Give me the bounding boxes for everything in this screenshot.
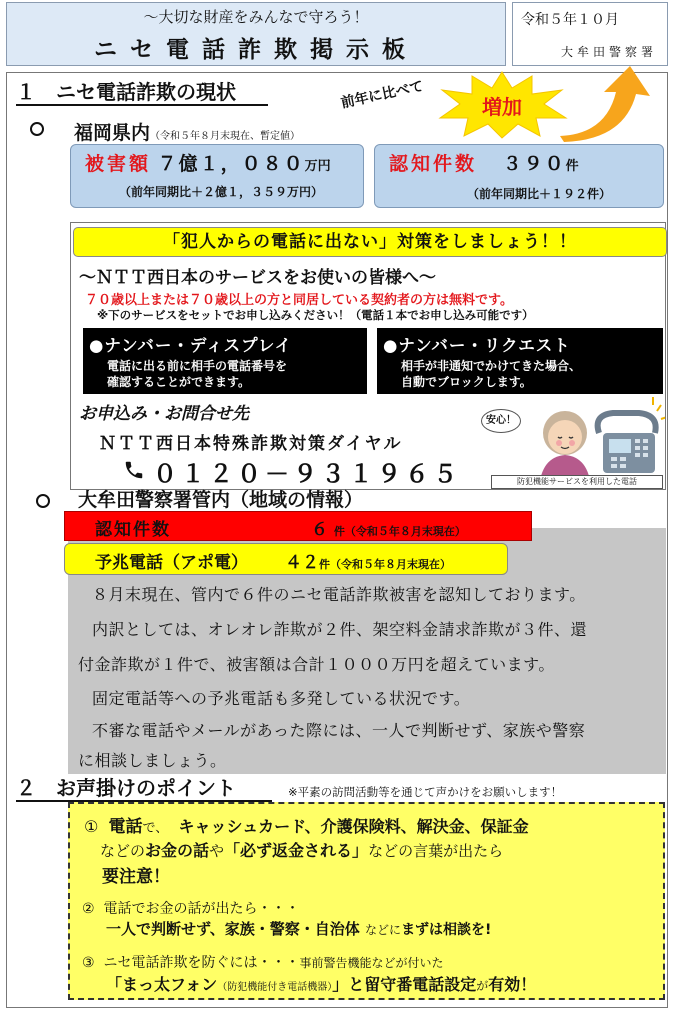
service-desc [107, 358, 287, 390]
header-subtitle: ～大切な財産をみんなで守ろう！ [143, 8, 369, 26]
point-text: 事前警告機能などが付いた [299, 956, 444, 970]
point-keyword: 電話 [108, 817, 143, 837]
point-keyword: 一人で判断せず、家族・警察・自治体 [106, 920, 360, 938]
service-number-request [377, 328, 663, 394]
phone-icon [123, 459, 145, 481]
header-info-box [512, 2, 668, 66]
omuta-count-label: 認知件数 [95, 520, 171, 540]
omuta-body-line: 固定電話等への予兆電話も多発している状況です。 [92, 689, 471, 708]
police-station: 大牟田警察署 [560, 45, 657, 59]
page-title: ニセ電話詐欺掲示板 [94, 37, 418, 63]
point-text: 電話でお金の話が出たら・・・ [103, 901, 300, 917]
point-2-line2 [106, 918, 491, 939]
ntt-banner: 「犯人からの電話に出ない」対策をしましょう！！ [73, 227, 667, 257]
point-text: で、 [142, 821, 169, 836]
point-2-line1 [82, 898, 299, 918]
point-text: （防犯機能付き電話機器） [217, 982, 333, 993]
omuta-count-unit: 件 [333, 525, 345, 538]
omuta-body-line: 不審な電話やメールがあった際には、一人で判断せず、家族や警察 [92, 721, 586, 740]
point-text: や [209, 842, 225, 860]
service-desc [401, 358, 581, 390]
ntt-service-box [70, 222, 666, 490]
point-1-line1 [84, 812, 529, 837]
point-number: ③ [82, 955, 95, 971]
omuta-call-value: ４２ [285, 553, 319, 573]
ntt-set-note: ※下のサービスをセットでお申し込みください！（電話１本でお申し込み可能です） [97, 308, 534, 322]
section1-heading: １ ニセ電話詐欺の現状 [16, 80, 268, 106]
damage-unit: 万円 [304, 159, 331, 174]
omuta-body-line: ８月末現在、管内で６件のニセ電話詐欺被害を認知しております。 [92, 585, 586, 604]
omuta-body-line: 付金詐欺が１件で、被害額は合計１０００万円を超えています。 [78, 655, 555, 674]
count-stat-main [389, 149, 579, 176]
point-text: などの [100, 842, 146, 860]
service-desc-line: 相手が非通知でかけてきた場合、 [401, 359, 582, 373]
apply-label: お申込み・お問合せ先 [79, 404, 249, 424]
point-keyword: 「必ず返金される」 [224, 841, 369, 860]
count-stat-box [374, 144, 664, 208]
omuta-body-line: 内訳としては、オレオレ詐欺が２件、架空料金請求詐欺が３件、還 [92, 620, 588, 639]
omuta-count-stat [311, 515, 466, 540]
count-label: 認知件数 [389, 153, 478, 175]
fukuoka-title: 福岡県内 [74, 122, 151, 144]
omuta-call-unit: 件 [319, 558, 330, 571]
point-number: ① [84, 817, 99, 836]
page-header [0, 0, 673, 68]
count-sub: （前年同期比＋１９２件） [467, 187, 612, 201]
count-unit: 件 [565, 159, 579, 174]
point-1-warning: 要注意！ [102, 867, 170, 887]
damage-stat-main [85, 149, 331, 176]
bullet-icon [36, 494, 50, 508]
arrow-up-icon [554, 62, 654, 142]
point-text: ニセ電話詐欺を防ぐには・・・ [103, 955, 300, 971]
fukuoka-heading [74, 118, 300, 145]
point-keyword: まずは相談を! [401, 922, 492, 938]
dial-label: ＮＴＴ西日本特殊詐欺対策ダイヤル [99, 434, 403, 454]
point-text: などに [365, 923, 402, 937]
point-keyword: お金の話 [145, 841, 210, 860]
points-box [68, 802, 665, 1000]
omuta-body-line: に相談しましょう。 [78, 751, 227, 770]
omuta-call-stat [285, 548, 451, 573]
increase-note: 前年に比べて [339, 78, 425, 112]
omuta-count-bar [64, 511, 532, 541]
issue-date: 令和５年１０月 [521, 12, 619, 28]
header-title-box [6, 2, 506, 66]
increase-label: 増加 [482, 95, 522, 119]
omuta-call-note: （令和５年８月末現在） [330, 558, 451, 571]
ntt-free-note: ７０歳以上または７０歳以上の方と同居している契約者の方は無料です。 [85, 293, 513, 308]
point-keyword: 「まっ太フォン [106, 975, 218, 994]
service-desc-line: 確認することができます。 [107, 375, 251, 389]
omuta-call-label: 予兆電話（アポ電） [95, 553, 248, 573]
bullet-icon [30, 122, 44, 136]
point-text: などの言葉が出たら [368, 842, 504, 860]
service-desc-line: 電話に出る前に相手の電話番号を [107, 359, 288, 373]
omuta-call-bar [64, 543, 508, 575]
point-text: 」と [332, 975, 365, 994]
point-number: ② [82, 901, 95, 917]
point-3-line1 [82, 952, 443, 972]
service-number-display [83, 328, 367, 394]
section2-note: ※平素の訪問活動等を通じて声かけをお願いします！ [288, 785, 563, 799]
ntt-greeting: ～ＮＴＴ西日本のサービスをお使いの皆様へ～ [79, 268, 436, 288]
illustration-caption: 防犯機能サービスを利用した電話 [491, 475, 663, 489]
point-3-line2 [106, 972, 536, 995]
omuta-count-value: ６ [311, 520, 328, 540]
point-1-line2 [100, 838, 503, 861]
damage-sub: （前年同期比＋２億１，３５９万円） [119, 185, 324, 199]
fukuoka-note: （令和５年８月末現在、暫定値） [150, 131, 301, 142]
omuta-heading: 大牟田警察署管内（地域の情報） [78, 489, 364, 511]
omuta-count-note: （令和５年８月末現在） [344, 525, 466, 538]
service-desc-line: 自動でブロックします。 [401, 375, 532, 389]
point-text: が [476, 979, 489, 993]
section2-heading: ２ お声掛けのポイント [16, 776, 272, 802]
point-keyword: 有効！ [488, 975, 537, 994]
count-value: ３９０ [502, 153, 566, 175]
damage-value: ７億１，０８０ [157, 153, 305, 175]
service-title: ●ナンバー・リクエスト [383, 336, 571, 355]
point-keyword: 留守番電話設定 [364, 975, 477, 994]
damage-stat-box [70, 144, 364, 208]
hotline-number[interactable]: ０１２０－９３１９６５ [153, 460, 461, 488]
relief-bubble: 安心！ [481, 409, 521, 433]
point-keyword: キャッシュカード、介護保険料、解決金、保証金 [178, 817, 529, 836]
service-title: ●ナンバー・ディスプレイ [89, 336, 293, 355]
damage-label: 被害額 [85, 153, 152, 175]
